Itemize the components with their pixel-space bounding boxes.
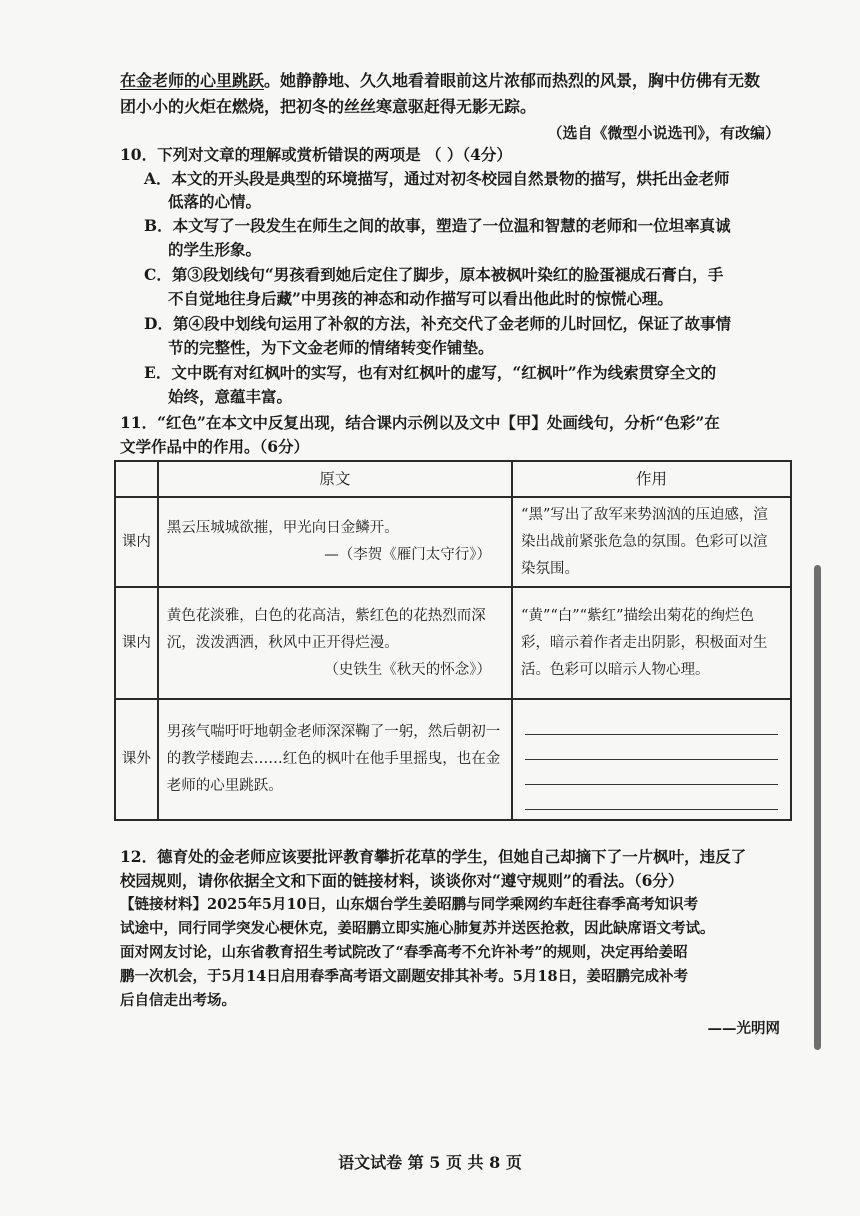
q11-stem-cont: 文学作品中的作用。（6分） [120, 437, 310, 456]
q11-stem: 11．“红色”在本文中反复出现，结合课内示例以及文中【甲】处画线句，分析“色彩”在 [120, 413, 720, 432]
table-row [115, 497, 791, 587]
passage-line-2: 团小小的火炬在燃烧，把初冬的丝丝寒意驱赶得无影无踪。 [120, 97, 537, 116]
material-source: ——光明网 [707, 1020, 780, 1037]
table-row [115, 587, 791, 699]
q12-stem: 12．德育处的金老师应该要批评教育攀折花草的学生，但她自己却摘下了一片枫叶，违反了 [120, 847, 747, 866]
original-text: 男孩气喘吁吁地朝金老师深深鞠了一躬，然后朝初一的教学楼跑去……红色的枫叶在他手里摇曳，也在金老师的心里跳跃。 [166, 724, 501, 794]
row-type: 课内 [115, 497, 158, 587]
color-analysis-table [114, 460, 792, 821]
table-header-empty [115, 461, 158, 497]
link-material-line: 后自信走出考场。 [120, 992, 236, 1009]
answer-line[interactable] [525, 735, 778, 760]
q10-option-c: C．第③段划线句“男孩看到她后定住了脚步，原本被枫叶染红的脸蛋褪成石膏白，手 [144, 265, 724, 284]
original-text: 黄色花淡雅，白色的花高洁，紫红色的花热烈而深沉，泼泼洒洒，秋风中正开得烂漫。 [166, 607, 486, 651]
passage-line-1 [120, 70, 760, 92]
q10-stem: 10．下列对文章的理解或赏析错误的两项是 （ ）（4分） [120, 145, 512, 164]
q10-option-c-cont: 不自觉地往身后藏”中男孩的神态和动作描写可以看出他此时的惊慌心理。 [168, 289, 673, 308]
link-material-line: 【链接材料】2025年5月10日，山东烟台学生姜昭鹏与同学乘网约车赶往春季高考知识考 [120, 896, 699, 913]
original-text-cell [158, 497, 512, 587]
q12-stem-cont: 校园规则，请你依据全文和下面的链接材料，谈谈你对“遵守规则”的看法。（6分） [120, 871, 684, 890]
effect-text: “黑”写出了敌军来势汹汹的压迫感，渲染出战前紧张危急的氛围。色彩可以渲染氛围。 [512, 497, 791, 587]
table-header-row [115, 461, 791, 497]
link-material-line: 面对网友讨论，山东省教育招生考试院改了“春季高考不允许补考”的规则，决定再给姜昭 [120, 944, 688, 961]
passage-source: （选自《微型小说选刊》，有改编） [547, 124, 780, 142]
q10-option-e-cont: 始终，意蕴丰富。 [168, 387, 293, 406]
page-footer: 语文试卷 第 5 页 共 8 页 [338, 1153, 522, 1172]
link-material-line: 试途中，同行同学突发心梗休克，姜昭鹏立即实施心肺复苏并送医抢救，因此缺席语文考试。 [120, 920, 715, 937]
effect-text: “黄”“白”“紫红”描绘出菊花的绚烂色彩，暗示着作者走出阴影，积极面对生活。色彩可以暗示人物心理。 [512, 587, 791, 699]
q10-option-a: A．本文的开头段是典型的环境描写，通过对初冬校园自然景物的描写，烘托出金老师 [144, 169, 730, 188]
original-text-cell [158, 699, 512, 820]
original-source: —（李贺《雁门太守行》） [324, 547, 492, 563]
answer-line[interactable] [525, 760, 778, 785]
q10-option-b: B．本文写了一段发生在师生之间的故事，塑造了一位温和智慧的老师和一位坦率真诚 [144, 216, 731, 235]
table-header-effect: 作用 [512, 461, 791, 497]
q10-option-a-cont: 低落的心情。 [168, 192, 262, 211]
original-text-cell [158, 587, 512, 699]
q10-option-d-cont: 节的完整性，为下文金老师的情绪转变作铺垫。 [168, 338, 494, 357]
q10-option-d: D．第④段中划线句运用了补叙的方法，补充交代了金老师的儿时回忆，保证了故事情 [144, 314, 731, 333]
underlined-sentence: 在金老师的心里跳跃 [120, 71, 265, 90]
original-text: 黑云压城城欲摧，甲光向日金鳞开。 [166, 520, 399, 536]
q10-option-e: E．文中既有对红枫叶的实写，也有对红枫叶的虚写，“红枫叶”作为线索贯穿全文的 [144, 363, 717, 382]
link-material-line: 鹏一次机会，于5月14日启用春季高考语文副题安排其补考。5月18日，姜昭鹏完成补考 [120, 968, 689, 985]
row-type: 课内 [115, 587, 158, 699]
passage-text: 。她静静地、久久地看着眼前这片浓郁而热烈的风景，胸中仿佛有无数 [264, 71, 761, 90]
answer-line[interactable] [525, 785, 778, 810]
q10-option-b-cont: 的学生形象。 [168, 240, 262, 259]
table-row [115, 699, 791, 820]
original-source: （史铁生《秋天的怀念》） [324, 661, 492, 678]
table-header-original: 原文 [158, 461, 512, 497]
answer-blank-area[interactable] [512, 699, 791, 820]
answer-line[interactable] [525, 710, 778, 735]
row-type: 课外 [115, 699, 158, 820]
scrollbar-thumb[interactable] [814, 565, 821, 1050]
